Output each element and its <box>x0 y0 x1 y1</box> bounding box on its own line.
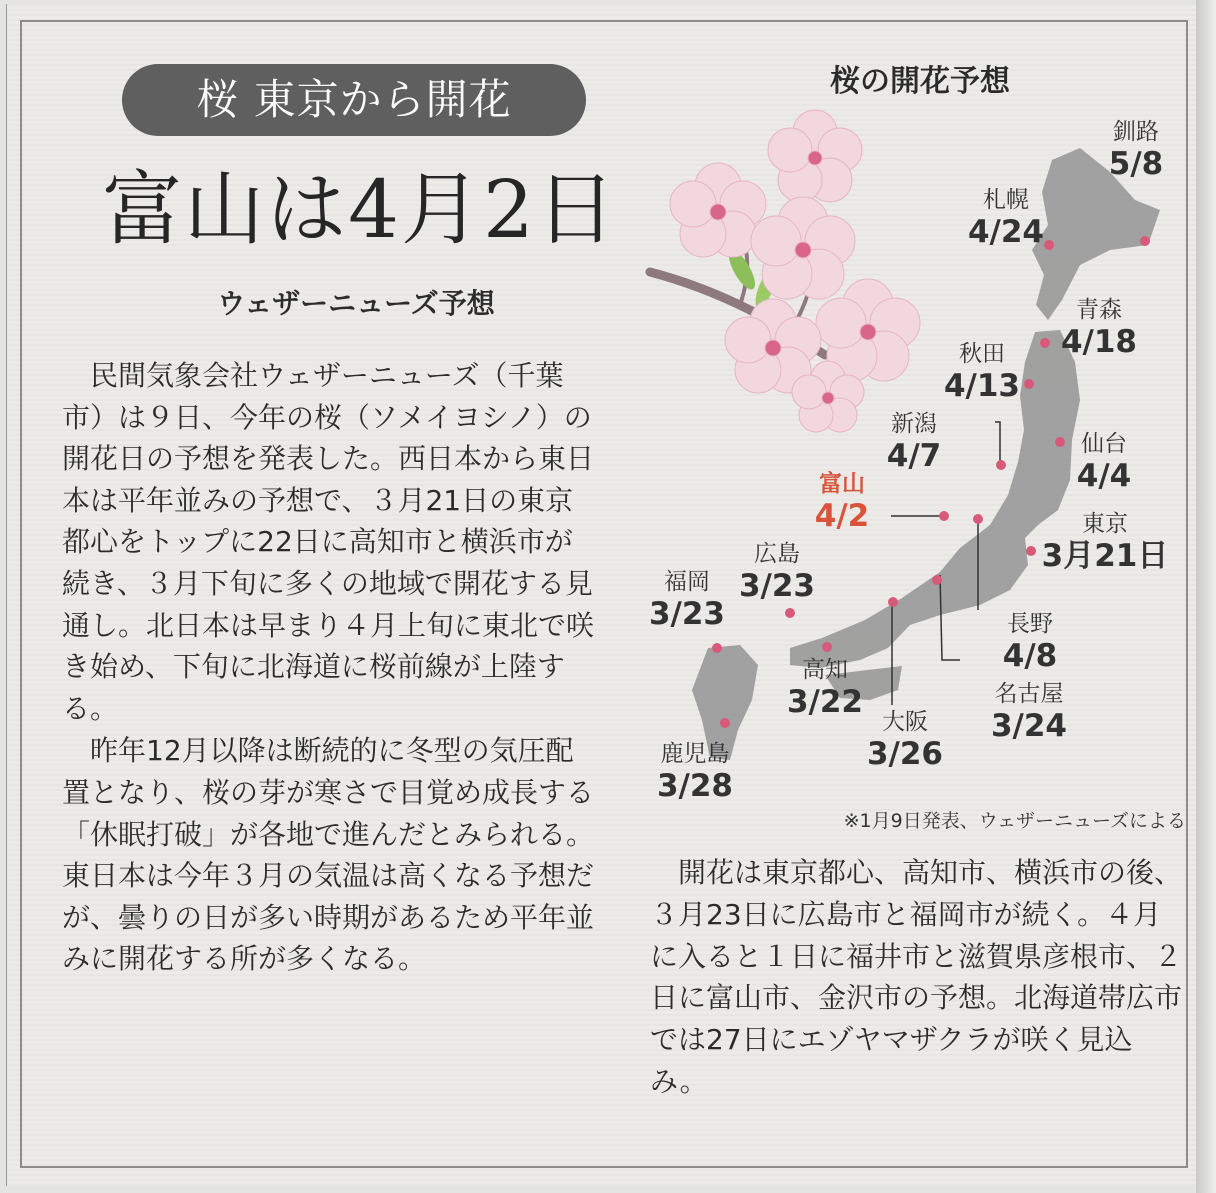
map-marker-aomori <box>1040 338 1050 348</box>
city-label-akita <box>934 340 1030 404</box>
bloom-date: 4/24 <box>967 214 1045 250</box>
map-marker-kagoshima <box>720 718 730 728</box>
city-name: 富山 <box>819 471 865 497</box>
city-label-aomori <box>1056 296 1142 360</box>
city-label-fukuoka <box>642 568 732 632</box>
city-name: 青森 <box>1076 297 1122 323</box>
map-marker-osaka <box>888 597 898 607</box>
page-edge <box>1196 0 1216 1193</box>
map-marker-kushiro <box>1140 236 1150 246</box>
city-name: 釧路 <box>1113 119 1159 145</box>
article-subhead: ウェザーニューズ予想 <box>217 287 495 320</box>
city-label-hiroshima <box>732 540 822 604</box>
map-marker-tokyo <box>1026 546 1036 556</box>
city-label-kushiro <box>1096 118 1176 182</box>
city-name: 札幌 <box>983 187 1029 213</box>
paragraph: 民間気象会社ウェザーニューズ（千葉市）は９日、今年の桜（ソメイヨシノ）の開花日の予想を発表した。西日本から東日本は平年並みの予想で、３月21日の東京都心をトップに22日に高知市と横浜市が続き、３月下旬に多くの地域で開花する見通し。北日本は早まり４月上旬に東北で咲き始め、下旬に北海道に桜前線が上陸する。 <box>62 359 595 725</box>
paragraph: 昨年12月以降は断続的に冬型の気圧配置となり、桜の芽が寒さで目覚め成長する「休眠打破」が各地で進んだとみられる。東日本は今年３月の気温は高くなる予想だが、曇りの日が多い時期があるため平年並みに開花する所が多くなる。 <box>62 734 595 976</box>
map-footnote: ※1月9日発表、ウェザーニューズによる <box>843 810 1186 832</box>
map-marker-fukuoka <box>712 643 722 653</box>
article-headline: 富山は4月2日 <box>102 163 618 256</box>
bloom-date: 3/28 <box>656 768 734 804</box>
city-label-toyama <box>800 470 884 534</box>
city-label-nagano <box>990 610 1070 674</box>
city-name: 広島 <box>754 541 800 567</box>
city-label-nagoya <box>974 680 1084 744</box>
city-name: 長野 <box>1007 611 1053 637</box>
bloom-date: 4/4 <box>1076 458 1132 494</box>
map-marker-toyama <box>939 511 949 521</box>
city-name: 東京 <box>1082 511 1128 537</box>
city-name: 高知 <box>802 657 848 683</box>
article-body-left <box>62 355 596 980</box>
map-title: 桜の開花予想 <box>830 64 1010 99</box>
city-name: 鹿児島 <box>660 741 730 767</box>
article-body-right <box>650 852 1186 1103</box>
city-label-niigata <box>876 410 952 474</box>
city-name: 仙台 <box>1081 431 1127 457</box>
bloom-date: 3/26 <box>866 736 944 772</box>
bloom-date: 4/8 <box>1002 638 1058 674</box>
map-marker-niigata <box>996 460 1006 470</box>
city-label-sendai <box>1064 430 1144 494</box>
city-label-tokyo <box>1040 510 1170 574</box>
bloom-date: 3/24 <box>990 708 1068 744</box>
bloom-date: 4/18 <box>1060 324 1138 360</box>
city-label-sapporo <box>958 186 1054 250</box>
bloom-date: 3/22 <box>786 684 864 720</box>
city-name: 大阪 <box>882 709 928 735</box>
city-label-kagoshima <box>640 740 750 804</box>
city-name: 新潟 <box>891 411 937 437</box>
bloom-date: 3月21日 <box>1041 538 1169 574</box>
city-name: 秋田 <box>959 341 1005 367</box>
bloom-date: 4/13 <box>943 368 1021 404</box>
city-label-kochi <box>780 656 870 720</box>
map-marker-hiroshima <box>785 608 795 618</box>
bloom-date: 4/7 <box>886 438 942 474</box>
bloom-date: 4/2 <box>814 498 870 534</box>
city-name: 福岡 <box>664 569 710 595</box>
city-label-osaka <box>860 708 950 772</box>
bloom-date: 3/23 <box>738 568 816 604</box>
article-kicker: 桜 東京から開花 <box>122 64 586 136</box>
cherry-blossoms <box>670 110 920 432</box>
city-name: 名古屋 <box>994 681 1064 707</box>
map-marker-nagoya <box>932 575 942 585</box>
map-marker-kochi <box>822 642 832 652</box>
bloom-date: 3/23 <box>648 596 726 632</box>
bloom-date: 5/8 <box>1108 146 1164 182</box>
map-marker-nagano <box>973 514 983 524</box>
paragraph: 開花は東京都心、高知市、横浜市の後、３月23日に広島市と福岡市が続く。４月に入ると１日に福井市と滋賀県彦根市、２日に富山市、金沢市の予想。北海道帯広市では27日にエゾヤマザクラが咲く見込み。 <box>650 856 1183 1098</box>
